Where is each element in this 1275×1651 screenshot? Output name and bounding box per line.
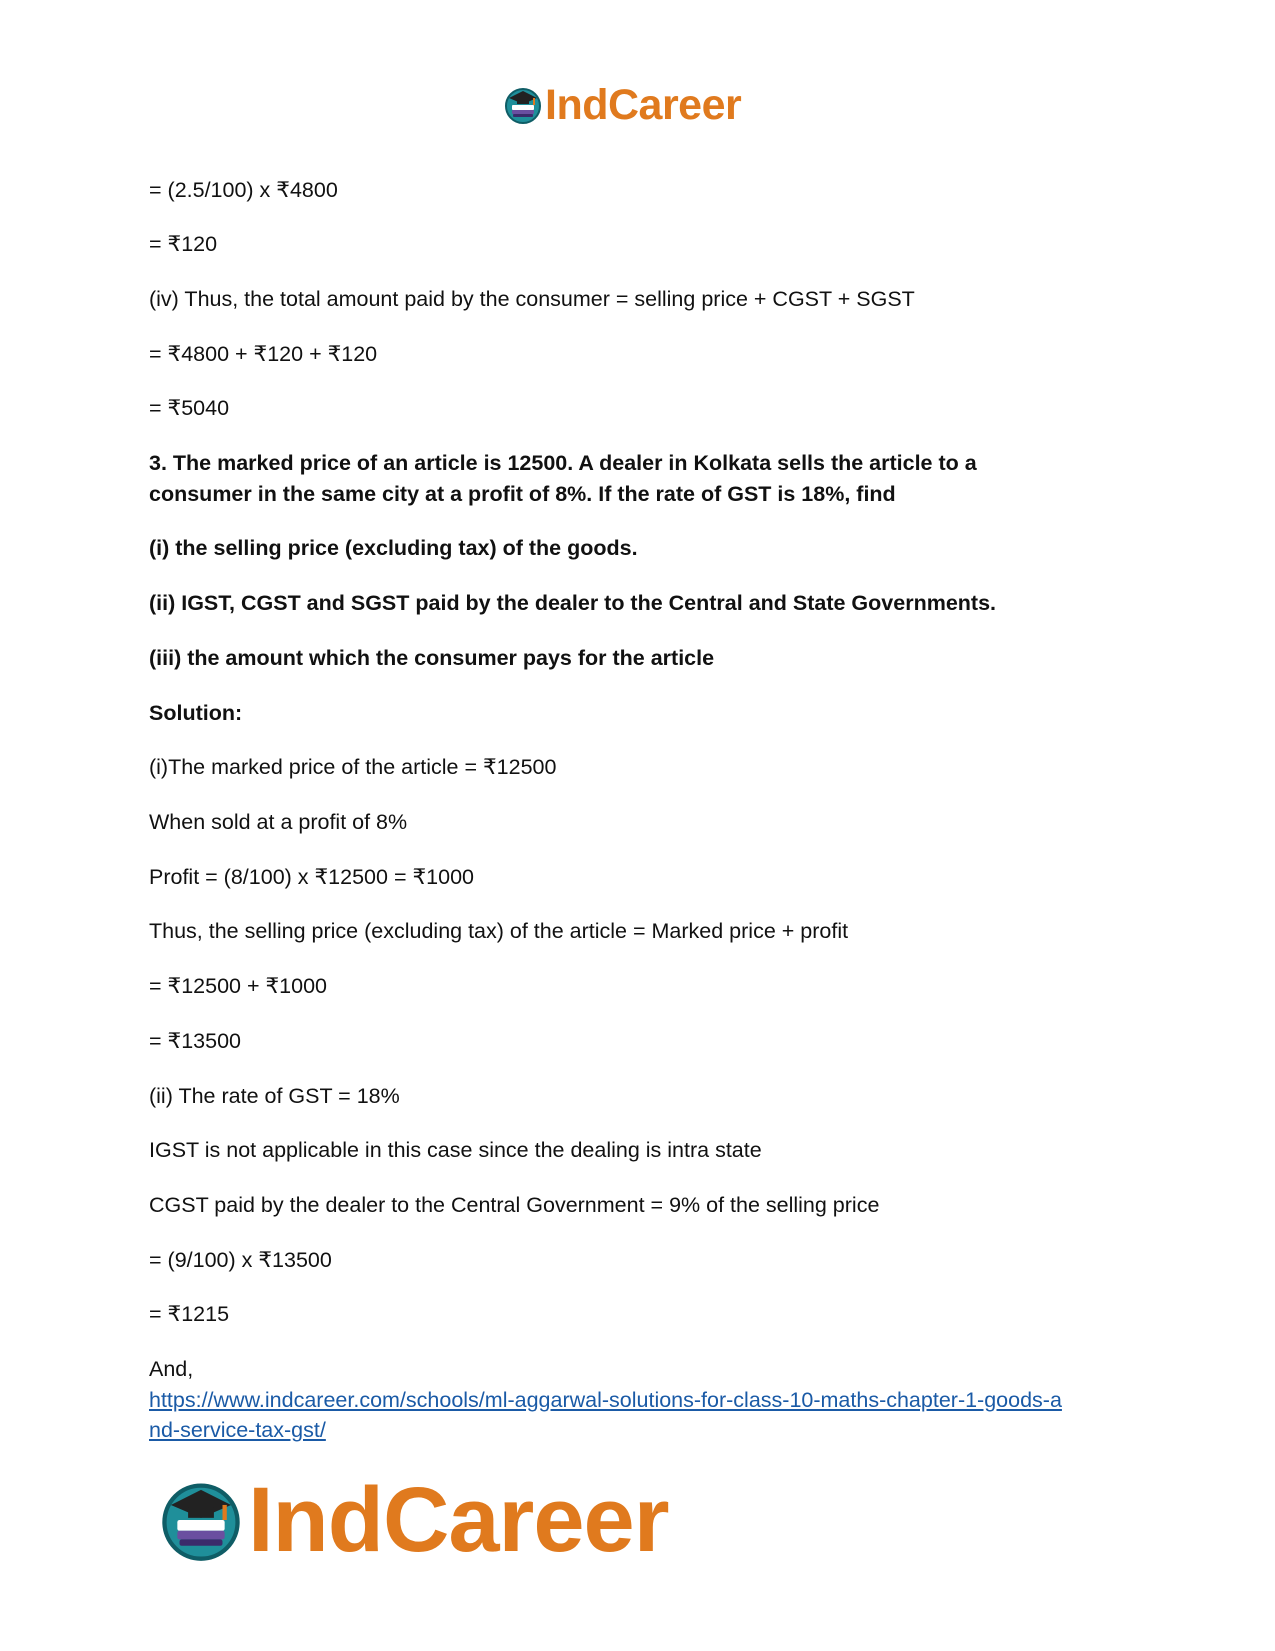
calc-line-2: = ₹120 [149,232,218,256]
question-line-2: consumer in the same city at a profit of 8%. If the rate of GST is 18%, find [149,482,896,506]
header-logo [503,80,741,130]
question-part-2: (ii) IGST, CGST and SGST paid by the dealer to the Central and State Governments. [149,591,997,615]
graduation-book-globe-icon [158,1477,244,1563]
question-part-1: (i) the selling price (excluding tax) of the goods. [149,536,638,560]
solution-line-2: When sold at a profit of 8% [149,810,408,834]
solution-line-9: CGST paid by the dealer to the Central Government = 9% of the selling price [149,1193,880,1217]
question-part-3: (iii) the amount which the consumer pays for the article [149,646,715,670]
source-link-line-1[interactable]: https://www.indcareer.com/schools/ml-aggarwal-solutions-for-class-10-maths-chapter-1-goods-a [149,1388,1062,1412]
calc-line-5: = ₹5040 [149,396,230,420]
solution-line-5: = ₹12500 + ₹1000 [149,974,328,998]
calc-line-3: (iv) Thus, the total amount paid by the consumer = selling price + CGST + SGST [149,287,915,311]
source-link-line-2[interactable]: nd-service-tax-gst/ [149,1418,326,1442]
calc-line-4: = ₹4800 + ₹120 + ₹120 [149,342,378,366]
brand-name: IndCareer [248,1469,669,1571]
solution-line-12: And, [149,1357,194,1381]
solution-line-6: = ₹13500 [149,1029,241,1053]
calc-line-1: = (2.5/100) x ₹4800 [149,178,338,202]
solution-heading: Solution: [149,701,243,725]
solution-line-7: (ii) The rate of GST = 18% [149,1084,400,1108]
solution-line-4: Thus, the selling price (excluding tax) of the article = Marked price + profit [149,919,849,943]
solution-line-8: IGST is not applicable in this case since the dealing is intra state [149,1138,762,1162]
solution-line-3: Profit = (8/100) x ₹12500 = ₹1000 [149,865,474,889]
graduation-book-globe-icon [503,85,543,125]
question-line-1: 3. The marked price of an article is 12500. A dealer in Kolkata sells the article to a [149,451,977,475]
solution-line-1: (i)The marked price of the article = ₹12500 [149,755,557,779]
solution-line-10: = (9/100) x ₹13500 [149,1248,332,1272]
brand-name: IndCareer [545,80,742,129]
solution-line-11: = ₹1215 [149,1302,230,1326]
footer-logo [158,1468,669,1572]
